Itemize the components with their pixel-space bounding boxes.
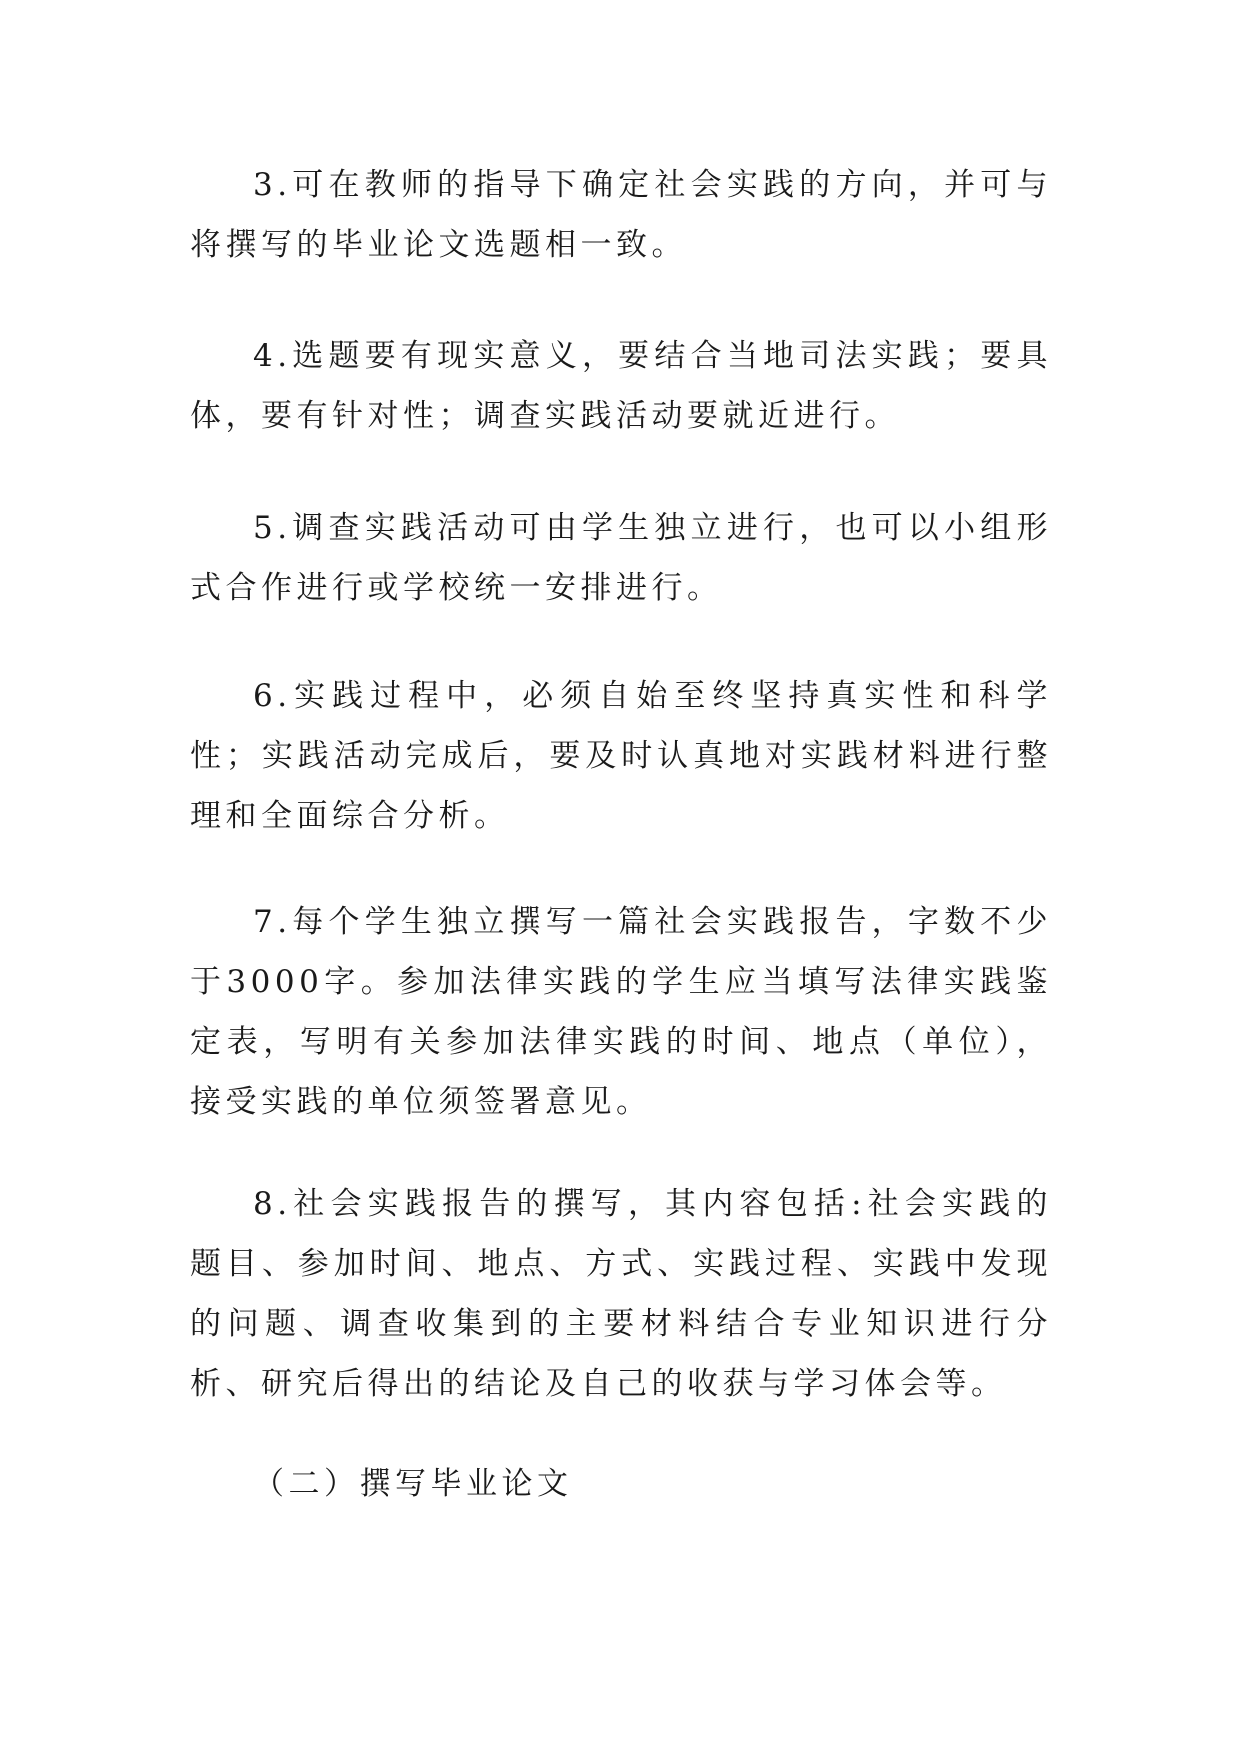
paragraph-item-4: 4.选题要有现实意义，要结合当地司法实践；要具体，要有针对性；调查实践活动要就近进行。 [190,338,1052,434]
paragraph-item-6: 6.实践过程中，必须自始至终坚持真实性和科学性；实践活动完成后，要及时认真地对实践材料进行整理和全面综合分析。 [190,678,1052,834]
paragraph-item-7: 7.每个学生独立撰写一篇社会实践报告，字数不少于3000字。参加法律实践的学生应当填写法律实践鉴定表，写明有关参加法律实践的时间、地点（单位），接受实践的单位须签署意见。 [190,904,1052,1120]
section-heading: （二）撰写毕业论文 [253,1466,573,1502]
paragraph-item-3: 3.可在教师的指导下确定社会实践的方向，并可与将撰写的毕业论文选题相一致。 [190,167,1052,263]
paragraph-item-5: 5.调查实践活动可由学生独立进行，也可以小组形式合作进行或学校统一安排进行。 [190,510,1052,606]
paragraph-item-8: 8.社会实践报告的撰写，其内容包括:社会实践的题目、参加时间、地点、方式、实践过程、实践中发现的问题、调查收集到的主要材料结合专业知识进行分析、研究后得出的结论及自己的收获与学习体会等。 [190,1186,1052,1402]
